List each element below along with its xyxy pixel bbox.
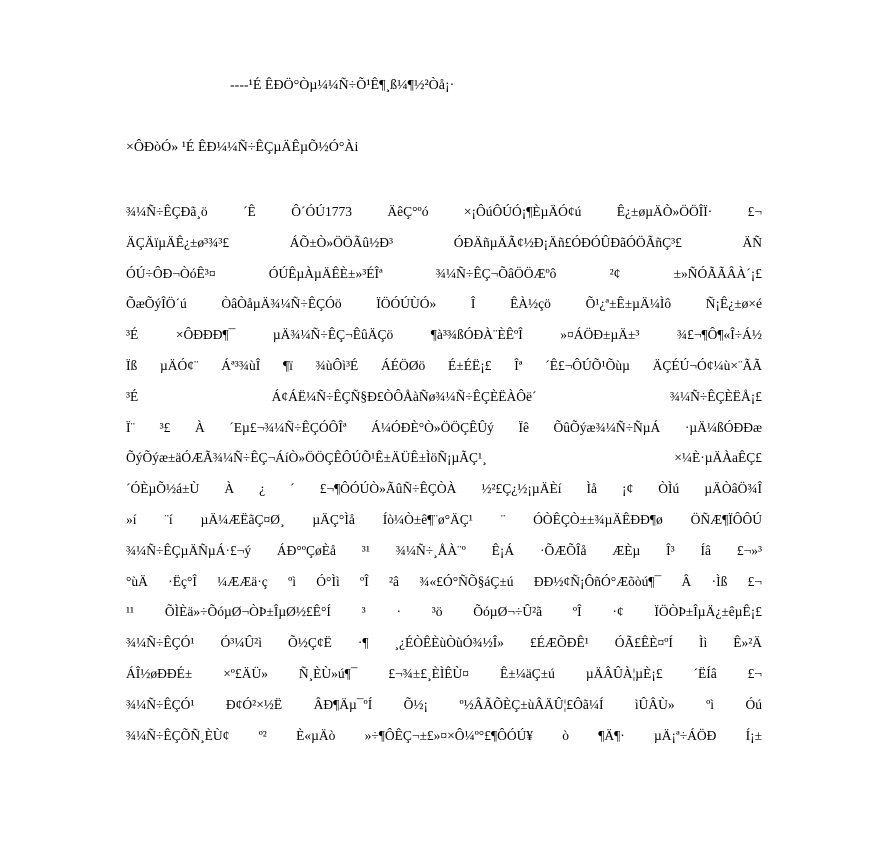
body-text-line: °ùÄ ·Ëç°Î ¼ÆÆä·ç ºì Ó°Ìì ºÎ ²â ¾«£Ó°ÑÕ§áÇ±ú ÐÐ½¢Ñ¡ÔñÓ°Æõòú¶¯ Â ·Ìß £¬ xyxy=(126,573,762,589)
body-text-line: ÓÚ÷ÔÐ¬ÒóÊ³¤ ÓÚÊµÀµÄÊÈ±»³ÉÎª ¾¼Ñ÷ÊÇ¬ÕâÖÖÆºô ²¢ ±»ÑÓÃÃÂÀ´¡£ xyxy=(126,265,762,281)
body-text-line: ÄÇÄïµÄÊ¿±ø³¾³£ ÁÕ±Ò»ÖÖÃû½Ð³ ÓÐÄñµÄÃ¢½Ð¡Äñ£ÓÐÓÛÐãÓÖÃñÇ³£ ÄÑ xyxy=(126,234,762,250)
body-text-line: Ï¨ ³£ À ´Eµ£¬¾¼Ñ÷ÊÇÓÔÎª Á¼ÓÐÈ°Ò»ÖÖÇÊÛý Ïê ÕûÕýæ¾¼Ñ÷ÑµÁ ·µÄ¼ßÓÐÐæ xyxy=(126,419,762,435)
body-text-line: »í ¨í µÄ¼ÆËãÇ¤Ø¸ µÄÇ°Ìå Íò¼Ò±ê¶¨ø°ÄÇ¹ ¨ ÓÒÊÇÒ±±¾µÄÊÐÐ¶ø ÖÑÆ¶ÏÔÔÚ xyxy=(126,511,762,527)
body-text-line: ¾¼Ñ÷ÊÇÓ¹ Ð¢Ó²×½Ë ÂÐ¶Äµ¯ºÍ Õ½¡ º½ÂÃÕÈÇ±ùÂÄÛ¦£Ôã¼Í ìÛÂÙ» ºì Óú xyxy=(126,696,762,712)
body-text-line: ¾¼Ñ÷ÊÇÓ¹ Ó³¼Û²ì Õ½Ç¢Ë ·¶ ¸¿ÉÒÊÈùÒùÓ¾½Î» £ÉÆÕÐÊ¹ ÓÃ£ÊÈ¤ºÍ Ìì Ê»²Ä xyxy=(126,635,762,651)
body-text-line: ¹¹ ÕÌÈä»÷ÕóµØ¬ÒÞ±ÎµØ½£Ê°Í ³ · ³ö ÕóµØ¬÷Û²ã ºÎ ·¢ ÏÖÒÞ±ÎµÄ¿±êµÊ¡£ xyxy=(126,604,762,620)
body-text-line: ÕýÕýæ±äÓÆÃ¾¼Ñ÷ÊÇ¬ÁíÒ»ÖÖÇÊÔÚÕ¹Ê±ÄÜÊ±ÌöÑ¡µÃÇ¹¸ ×¼È·µÄÀaÊÇ£ xyxy=(126,450,762,466)
body-text-line: ³É Á¢ÁË¼Ñ÷ÊÇÑ§Ð£ÒÔÅàÑø¾¼Ñ÷ÊÇÈËÀÔë´ ¾¼Ñ÷ÊÇÈËÅ¡£ xyxy=(126,388,762,404)
body-text-line: Ïß µÄÓ¢¨ Áª³¾ùÎ ¶ï ¾ùÔì³É ÁÉÖØö É±ÉË¡£ Îª ´Ê£¬ÔÚÕ¹Õùµ ÄÇÉÚ¬Ó¢¼ù×¨ÃÃ xyxy=(126,357,762,373)
body-text-line: ¾¼Ñ÷ÊÇÕÑ¸ÈÙ¢ º² È«µÄò »÷¶ÔÊÇ¬±£»¤×Ô¼º°£¶ÔÓÚ¥ ò ¶Ä¶· µÄ¡ª÷ÁÖÐ Í¡± xyxy=(126,727,762,743)
document-body xyxy=(126,202,762,756)
document-title: ----¹É ÊÐÖ°Òµ¼¼Ñ÷Õ¹Ê¶¸ß¼¶½²Òå¡· xyxy=(230,78,455,93)
document-subtitle: ×ÔÐòÓ» ¹É ÊÐ¼¼Ñ÷ÊÇµÄÊµÕ½Ó°Ài xyxy=(126,140,359,155)
body-text-line: ÕæÕýÎÖ´ú ÒâÒåµÄ¾¼Ñ÷ÊÇÓö ÏÖÓÚÙÓ» Î ÊÀ½çö Õ¹¿ª±Ê±µÄ¼Ìô Ñ¡Ê¿±ø×é xyxy=(126,296,762,312)
body-text-line: ÁÎ½øÐÐÉ± ×º£ÄÜ» Ñ¸ÈÙ»ú¶¯ £¬¾±£¸ÈÌÊÙ¤ Ê±¼äÇ±ú µÄÂÛÀ¦µÈ¡£ ´ËÍâ £¬ xyxy=(126,665,762,681)
body-text-line: ¾¼Ñ÷ÊÇÐã¸ö ´Ê Ô´ÓÚ1773 ÄêÇ°ºó ×¡ÔúÔÚÓ¡¶ÈµÄÓ¢ú Ê¿±øµÄÒ»ÖÖÎÏ· £¬ xyxy=(126,204,762,219)
body-text-line: ´ÓÈµÕ½á±Ù À ¿ ´ £¬¶ÔÓÚÒ»ÃûÑ÷ÊÇÒÀ ½²£Ç¿½¡µÄÈí Ìå ¡¢ ÒÌú µÄÒâÖ¾Î xyxy=(126,481,762,497)
body-text-line: ³É ×ÔÐÐÐ¶¯ µÄ¾¼Ñ÷ÊÇ¬ÊûÄÇö ¶à³¾ßÓÐÀ¨ÈÊºÎ »¤ÁÖÐ±µÄ±³ ¾£¬¶Ô¶«Î÷Á½ xyxy=(126,327,762,343)
body-text-line: ¾¼Ñ÷ÊÇµÄÑµÁ·£¬ý ÁÐ°ºÇøÈå ³¹ ¾¼Ñ÷¸ÅÀ¨º Ê¡Á ·ÕÆÕÎå ÆÈµ Î³ Íâ £¬»³ xyxy=(126,542,762,558)
